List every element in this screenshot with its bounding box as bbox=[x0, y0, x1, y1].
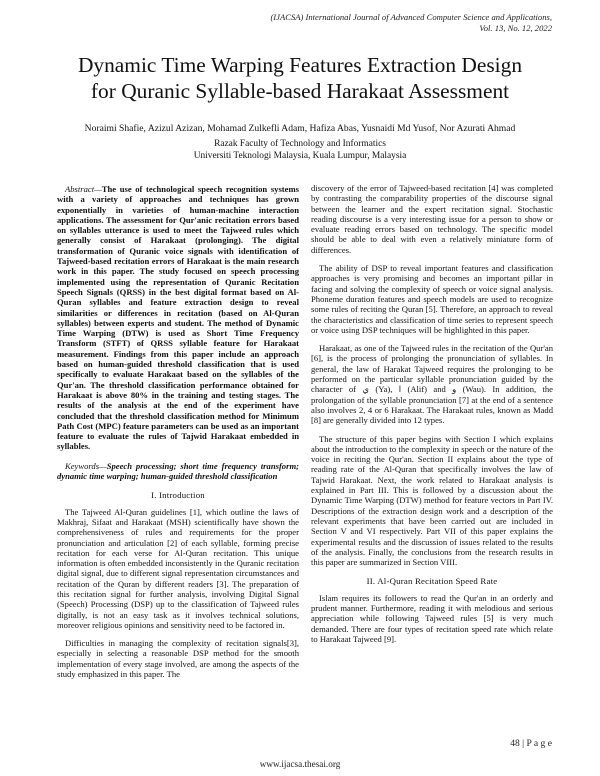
paper-title-line-2: for Quranic Syllable-based Harakaat Assessment bbox=[90, 79, 510, 103]
section-heading-recitation-speed: II. Al-Quran Recitation Speed Rate bbox=[366, 576, 498, 587]
journal-url: www.ijacsa.thesai.org bbox=[259, 759, 341, 769]
journal-volume: Vol. 13, No. 12, 2022 bbox=[479, 22, 552, 33]
right-paragraph-3: Harakaat, as one of the Tajweed rules in the recitation of the Qur'an [6], is the process of prolonging the pronunciation of syllables. In general, the law of Harakat Tajweed requires the prolonging to be performed on the particular syllable pronunciation guided by the character of ي (Ya), ا (Alif) and و (Wau). In addition, the prolongation of the syllable pronunciation [7] at the end of a sentence also involves 2, 4 or 6 Harakaat. The Harakaat rules, known as Madd [8] are generally divided into 12 types. bbox=[311, 343, 553, 426]
affiliation-faculty: Razak Faculty of Technology and Informatics bbox=[214, 139, 386, 149]
paper-title-line-1: Dynamic Time Warping Features Extraction Design bbox=[77, 53, 523, 77]
intro-paragraph-1: The Tajweed Al-Quran guidelines [1], which outline the laws of Makhraj, Sifaat and Harakaat (MSH) scientifically have shown the comprehensiveness of rules and requirements for the proper pronunciation and articulation [2] of each syllable, forming precise recitation for each verse for Al-Quran recitation. This unique information is often embedded inconsistently in the Quranic recitation digital signal, due to different signal representation circumstances and recitation of the Quran by different readers [3]. The preparation of this recitation signal for further analysis, involving Digital Signal (Speech) Processing (DSP) up to the classification of Tajweed rules digitally, is not an easy task as it involves technical solutions, moreover religious opinions and sensitivity need to be factored in. bbox=[57, 506, 299, 630]
intro-paragraph-2: Difficulties in managing the complexity of recitation signals[3], especially in selecting a reasonable DSP method for the smooth implementation of every stage involved, are among the aspects of the study emphasized in this paper. The bbox=[57, 638, 299, 680]
affiliation-university: Universiti Teknologi Malaysia, Kuala Lumpur, Malaysia bbox=[193, 150, 407, 161]
journal-header bbox=[232, 12, 552, 33]
right-paragraph-1: discovery of the error of Tajweed-based recitation [4] was completed by contrasting the comparability properties of the discourse signal between the learner and the expert recitation signal. Stochastic reading discourse is a very interesting issue for a person to show or evaluate reading errors based on technology. The specific model should be able to deal with even a relatively miniature form of differences. bbox=[311, 183, 553, 255]
keywords bbox=[57, 461, 299, 482]
journal-name: (IJACSA) International Journal of Advanced Computer Science and Applications, bbox=[270, 12, 552, 22]
page-number: 48 | P a g e bbox=[510, 738, 552, 749]
abstract bbox=[57, 184, 299, 452]
right-column bbox=[311, 183, 553, 652]
author-list: Noraimi Shafie, Azizul Azizan, Mohamad Zulkefli Adam, Hafiza Abas, Yusnaidi Md Yusof, Nor Azurati Ahmad bbox=[84, 123, 516, 134]
abstract-text: The use of technological speech recognition systems with a variety of approaches and techniques has grown exponentially in varieties of human-machine interaction applications. The assessment for Qur'anic recitation errors based on syllables utterance is used to meet the Tajweed rules which generally consist of Harakaat (prolonging). The digital transformation of Quranic voice signals with identification of Tajweed-based recitation errors of Harakaat is the main research work in this paper. The study focused on speech processing implemented using the representation of Quranic Recitation Speech Signals (QRSS) in the best digital format based on Al-Quran syllables and feature extraction design to reveal similarities or differences in recitation (based on Al-Quran syllables) between experts and student. The method of Dynamic Time Warping (DTW) is used as Short Time Frequency Transform (STFT) of QRSS syllable feature for Harakaat measurement. Findings from this paper include an approach based on human-guided threshold classification that is used specifically to evaluate Harakaat based on the syllables of the Qur'an. The threshold classification performance obtained for Harakaat is above 80% in the training and testing stages. The results of the analysis at the end of the experiment have concluded that the threshold classification method for Minimum Path Cost (MPC) feature parameters can be used as an important feature to evaluate the rules of Tajwid Harakaat embedded in syllables. bbox=[57, 184, 299, 452]
keywords-lead: Keywords— bbox=[65, 460, 107, 471]
abstract-lead: Abstract— bbox=[65, 184, 102, 194]
section-heading-introduction: I. Introduction bbox=[151, 490, 205, 501]
affiliation bbox=[40, 139, 560, 162]
right-paragraph-2: The ability of DSP to reveal important features and classification approaches is very promising and becomes an important pillar in facing and solving the complexity of speech or voice signal analysis. Phoneme duration features and speech models are used to recognize some rules of reciting the Quran [5]. Therefore, an approach to reveal the characteristics and classification of time series to represent speech or voice using DSP techniques will be highlighted in this paper. bbox=[311, 263, 553, 335]
paper-title bbox=[40, 52, 560, 104]
right-paragraph-4: The structure of this paper begins with Section I which explains about the introduction to the complexity in speech or the nature of the voice in reciting the Qur'an. Section II explains about the type of reading rate of the Al-Quran that specifically involves the law of Tajwid Harakaat. Next, the work related to Harakaat analysis is explained in Part III. This is followed by a discussion about the Dynamic Time Warping (DTW) method for feature vectors in Part IV. Descriptions of the extraction design work and a description of the relevant experiments that have been carried out are included in Section V and VI respectively. Part VII of this paper explains the experimental results and the discussion of issues related to the results of the analysis. Finally, the conclusions from the research results in this paper are summarized in Section VIII. bbox=[311, 433, 553, 568]
section-2-paragraph-1: Islam requires its followers to read the Qur'an in an orderly and prudent manner. Furthermore, reading it with melodious and serious appreciation while following Tajweed rules [5] is very much demanded. There are four types of recitation speed rate which relate to Harakaat Tajweed [9]. bbox=[311, 592, 553, 644]
keywords-text: Speech processing; short time frequency transform; dynamic time warping; human-guided threshold classification bbox=[57, 460, 299, 482]
left-column bbox=[57, 184, 299, 687]
